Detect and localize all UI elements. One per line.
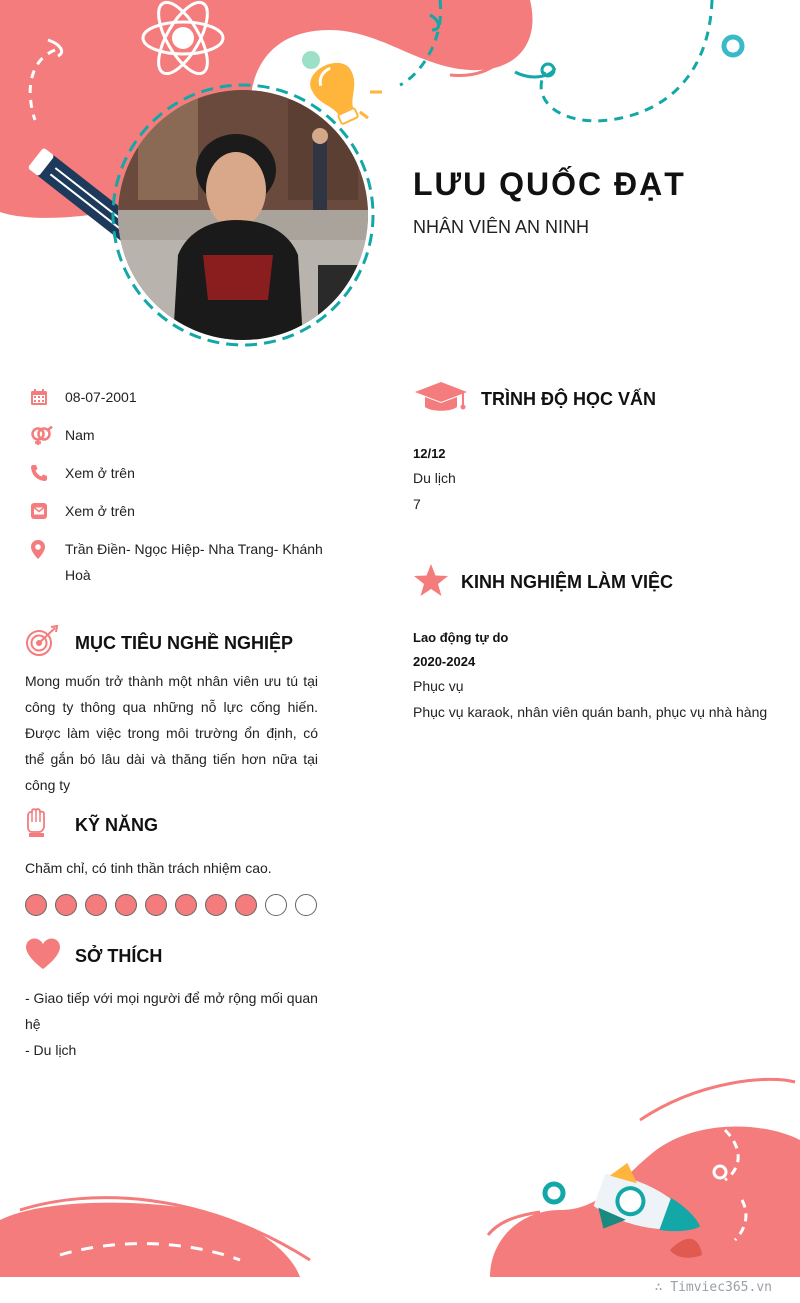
education-major: Du lịch: [413, 470, 456, 486]
info-birthday: [30, 384, 330, 410]
skills-section-header: [25, 808, 158, 843]
heart-icon: [25, 938, 75, 975]
objective-section-header: [25, 625, 293, 662]
ring-icon: [545, 1184, 563, 1202]
rating-dot-filled: [175, 894, 197, 916]
skills-title: KỸ NĂNG: [75, 815, 159, 835]
hobby-item-1: - Giao tiếp với mọi người để mở rộng mối quan hệ: [25, 990, 318, 1032]
bottom-decoration: [0, 1060, 800, 1280]
rating-dot-filled: [235, 894, 257, 916]
email-icon: [30, 498, 65, 524]
birthday-value: 08-07-2001: [65, 389, 137, 405]
rating-dot-filled: [85, 894, 107, 916]
email-value: Xem ở trên: [65, 503, 135, 519]
job-title: NHÂN VIÊN AN NINH: [413, 217, 590, 237]
rating-dot-filled: [205, 894, 227, 916]
phone-value: Xem ở trên: [65, 465, 135, 481]
experience-company: Lao động tự do: [413, 630, 509, 645]
watermark: ∴ Timviec365.vn: [654, 1280, 772, 1295]
experience-position: Phục vụ: [413, 678, 464, 694]
hobbies-title: SỞ THÍCH: [75, 946, 163, 966]
hobby-item-2: - Du lịch: [25, 1042, 77, 1058]
skill-rating: [25, 894, 317, 916]
phone-icon: [30, 460, 65, 486]
education-section-header: [413, 380, 656, 419]
calendar-icon: [30, 384, 65, 410]
rating-dot-filled: [55, 894, 77, 916]
info-phone: [30, 460, 330, 486]
target-icon: [25, 625, 75, 662]
rating-dot-filled: [25, 894, 47, 916]
experience-title: KINH NGHIỆM LÀM VIỆC: [461, 572, 674, 592]
education-score: 7: [413, 496, 421, 512]
gender-value: Nam: [65, 427, 95, 443]
objective-text: Mong muốn trở thành một nhân viên ưu tú tại công ty thông qua những nỗ lực cống hiến. Được làm việc trong môi trường ổn định, có thể gắn bó lâu dài và thăng tiến hơn nữa tại công ty: [25, 673, 318, 793]
rating-dot-filled: [115, 894, 137, 916]
experience-description: Phục vụ karaok, nhân viên quán banh, phục vụ nhà hàng: [413, 704, 768, 720]
ring-icon: [724, 37, 742, 55]
address-value: Trần Điền- Ngọc Hiệp- Nha Trang- Khánh Hoà: [65, 541, 323, 583]
rating-dot-filled: [145, 894, 167, 916]
profile-photo-frame: [108, 80, 378, 350]
info-address: [30, 536, 330, 588]
education-level: 12/12: [413, 446, 446, 461]
fist-icon: [25, 808, 75, 843]
experience-period: 2020-2024: [413, 654, 476, 669]
info-email: [30, 498, 330, 524]
gender-icon: [30, 422, 65, 448]
star-icon: [413, 563, 461, 602]
rating-dot-empty: [265, 894, 287, 916]
hobbies-section-header: [25, 938, 162, 975]
experience-section-header: [413, 563, 673, 602]
location-pin-icon: [30, 536, 65, 562]
skills-text: Chăm chỉ, có tinh thần trách nhiệm cao.: [25, 860, 272, 876]
graduation-cap-icon: [413, 380, 481, 419]
candidate-name: LƯU QUỐC ĐẠT: [413, 166, 686, 202]
info-gender: [30, 422, 330, 448]
objective-title: MỤC TIÊU NGHỀ NGHIỆP: [75, 633, 294, 653]
education-title: TRÌNH ĐỘ HỌC VẤN: [481, 389, 656, 409]
rating-dot-empty: [295, 894, 317, 916]
